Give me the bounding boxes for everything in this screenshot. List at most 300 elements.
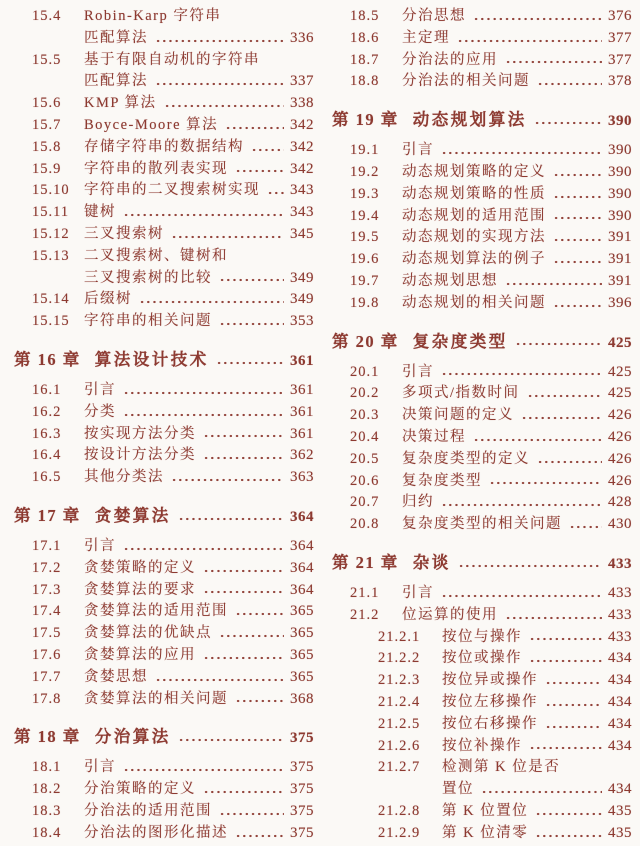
- page-number: 425: [608, 334, 632, 351]
- page-number: 361: [290, 425, 314, 442]
- toc-entry-row: [332, 362, 632, 384]
- toc-entry-row: [14, 268, 314, 290]
- entry-title: 动态规划的实现方法: [402, 229, 546, 246]
- dot-leader: [123, 757, 284, 779]
- page-number: 426: [608, 428, 632, 445]
- page-number: 364: [290, 537, 314, 554]
- entry-title: 检测第 K 位是否: [442, 759, 561, 776]
- dot-leader: [219, 311, 284, 333]
- entry-number: 20.7: [350, 494, 380, 511]
- dot-leader: [553, 293, 602, 315]
- dot-leader: [505, 605, 602, 627]
- page-number: 364: [290, 508, 314, 525]
- entry-number: 15.6: [32, 95, 62, 112]
- page-number: 338: [290, 95, 314, 112]
- entry-number: 21.2.9: [378, 824, 421, 841]
- toc-chapter-row: [14, 348, 314, 373]
- dot-leader: [569, 514, 602, 536]
- entry-title: 第 K 位置位: [442, 802, 529, 819]
- page-number: 364: [290, 559, 314, 576]
- toc-entry-row: [332, 605, 632, 627]
- dot-leader: [545, 692, 602, 714]
- entry-title: 基于有限自动机的字符串: [84, 51, 260, 68]
- page-number: 342: [290, 116, 314, 133]
- dot-leader: [441, 140, 602, 162]
- entry-number: 19.3: [350, 185, 380, 202]
- entry-title: 复杂度类型的相关问题: [402, 516, 562, 533]
- toc-entry-row: [14, 823, 314, 845]
- entry-title: 后缀树: [84, 291, 132, 308]
- entry-title: 分治法的应用: [402, 51, 498, 68]
- entry-number: 15.7: [32, 116, 62, 133]
- page-number: 390: [608, 142, 632, 159]
- toc-entry-row: [332, 514, 632, 536]
- page-number: 391: [608, 229, 632, 246]
- entry-number: 15.14: [32, 291, 70, 308]
- toc-entry-row: [332, 405, 632, 427]
- toc-entry-row: [332, 206, 632, 228]
- entry-number: 19.5: [350, 229, 380, 246]
- entry-title: 匹配算法: [84, 29, 148, 46]
- dot-leader: [164, 93, 284, 115]
- toc-entry-row: [332, 383, 632, 405]
- page-number: 435: [608, 824, 632, 841]
- toc-chapter-row: [14, 725, 314, 750]
- dot-leader: [123, 402, 284, 424]
- entry-title: 按位与操作: [442, 628, 522, 645]
- page-number: 425: [608, 363, 632, 380]
- dot-leader: [529, 648, 602, 670]
- page-number: 337: [290, 73, 314, 90]
- toc-entry-row: [14, 801, 314, 823]
- dot-leader: [267, 180, 284, 202]
- entry-title: 三叉搜索树: [84, 225, 164, 242]
- entry-title: 贪婪策略的定义: [84, 559, 196, 576]
- entry-number: 第 19 章: [332, 110, 399, 130]
- toc-entry-row: [14, 71, 314, 93]
- toc-entry-row: [332, 736, 632, 758]
- dot-leader: [178, 504, 284, 529]
- toc-entry-row: [14, 311, 314, 333]
- entry-number: 18.7: [350, 51, 380, 68]
- entry-title: 动态规划算法: [412, 110, 527, 130]
- entry-number: 17.7: [32, 668, 62, 685]
- page-number: 336: [290, 29, 314, 46]
- toc-entry-row: [332, 583, 632, 605]
- dot-leader: [171, 224, 284, 246]
- toc-entry-row: [14, 159, 314, 181]
- dot-leader: [537, 449, 602, 471]
- dot-leader: [123, 202, 284, 224]
- page-number: 390: [608, 207, 632, 224]
- entry-number: 16.4: [32, 447, 62, 464]
- toc-entry-row: [332, 670, 632, 692]
- page-number: 343: [290, 204, 314, 221]
- entry-number: 20.6: [350, 472, 380, 489]
- entry-title: 贪婪算法的要求: [84, 581, 196, 598]
- entry-number: 15.15: [32, 313, 70, 330]
- page-number: 365: [290, 625, 314, 642]
- entry-title: 第 K 位清零: [442, 824, 529, 841]
- toc-column-right: [332, 6, 632, 845]
- dot-leader: [139, 289, 284, 311]
- toc-entry-row: [332, 779, 632, 801]
- entry-number: 19.2: [350, 163, 380, 180]
- entry-number: 16.3: [32, 425, 62, 442]
- page-number: 375: [290, 730, 314, 747]
- page-number: 368: [290, 690, 314, 707]
- dot-leader: [203, 645, 284, 667]
- dot-leader: [441, 362, 602, 384]
- dot-leader: [505, 50, 602, 72]
- entry-number: 16.5: [32, 469, 62, 486]
- dot-leader: [529, 627, 602, 649]
- entry-number: 15.9: [32, 160, 62, 177]
- dot-leader: [473, 6, 602, 28]
- page-number: 433: [608, 584, 632, 601]
- toc-entry-row: [332, 492, 632, 514]
- entry-title: 动态规划思想: [402, 272, 498, 289]
- entry-number: 15.5: [32, 51, 62, 68]
- page-number: 390: [608, 185, 632, 202]
- toc-entry-row: [332, 471, 632, 493]
- entry-number: 21.2.6: [378, 737, 421, 754]
- entry-title: 引言: [402, 584, 434, 601]
- entry-title: 分类: [84, 403, 116, 420]
- dot-leader: [219, 268, 284, 290]
- page-number: 426: [608, 472, 632, 489]
- toc-entry-row: [14, 779, 314, 801]
- toc-entry-row: [332, 293, 632, 315]
- entry-number: 第 18 章: [14, 727, 81, 747]
- entry-number: 20.4: [350, 428, 380, 445]
- dot-leader: [441, 492, 602, 514]
- dot-leader: [473, 427, 602, 449]
- dot-leader: [535, 801, 602, 823]
- entry-number: 18.3: [32, 802, 62, 819]
- entry-number: 19.6: [350, 251, 380, 268]
- dot-leader: [251, 137, 284, 159]
- page-number: 343: [290, 182, 314, 199]
- page-number: 433: [608, 555, 632, 572]
- entry-number: 15.4: [32, 8, 62, 24]
- entry-number: 18.6: [350, 29, 380, 46]
- entry-number: 16.1: [32, 381, 62, 398]
- toc-entry-row: [14, 558, 314, 580]
- dot-leader: [458, 551, 602, 576]
- toc-entry-row: [332, 714, 632, 736]
- page-number: 342: [290, 160, 314, 177]
- entry-title: 动态规划算法的例子: [402, 251, 546, 268]
- toc-entry-row: [14, 180, 314, 202]
- page-number: 365: [290, 603, 314, 620]
- entry-number: 19.4: [350, 207, 380, 224]
- entry-title: 算法设计技术: [94, 349, 209, 369]
- page-number: 434: [608, 693, 632, 710]
- entry-number: 19.8: [350, 294, 380, 311]
- entry-title: 主定理: [402, 29, 450, 46]
- entry-title: 贪婪算法: [94, 505, 171, 525]
- entry-number: 第 16 章: [14, 349, 81, 369]
- toc-entry-row: [332, 28, 632, 50]
- entry-number: 第 21 章: [332, 552, 399, 572]
- page-number: 349: [290, 291, 314, 308]
- entry-title: 贪婪算法的适用范围: [84, 603, 228, 620]
- page-number: 361: [290, 352, 314, 369]
- entry-number: 21.2.2: [378, 650, 421, 667]
- dot-leader: [481, 779, 602, 801]
- entry-title: 多项式/指数时间: [402, 385, 520, 402]
- dot-leader: [545, 714, 602, 736]
- entry-number: 15.11: [32, 204, 70, 221]
- entry-title: 按位左移操作: [442, 693, 538, 710]
- entry-number: 第 17 章: [14, 505, 81, 525]
- toc-entry-row: [332, 184, 632, 206]
- entry-title: 动态规划策略的性质: [402, 185, 546, 202]
- entry-title: 引言: [84, 759, 116, 776]
- dot-leader: [235, 601, 284, 623]
- entry-title: 按实现方法分类: [84, 425, 196, 442]
- toc-entry-row: [14, 402, 314, 424]
- entry-title: 杂谈: [412, 552, 451, 572]
- toc-entry-row: [332, 427, 632, 449]
- toc-entry-row: [14, 757, 314, 779]
- entry-number: 18.2: [32, 781, 62, 798]
- page-number: 391: [608, 272, 632, 289]
- dot-leader: [216, 348, 284, 373]
- page-number: 363: [290, 469, 314, 486]
- dot-leader: [203, 445, 284, 467]
- entry-title: 三叉搜索树的比较: [84, 269, 212, 286]
- entry-title: 分治法的相关问题: [402, 73, 530, 90]
- page-number: 391: [608, 251, 632, 268]
- dot-leader: [441, 583, 602, 605]
- toc-entry-row: [332, 801, 632, 823]
- dot-leader: [171, 467, 284, 489]
- dot-leader: [553, 249, 602, 271]
- entry-title: 贪婪思想: [84, 668, 148, 685]
- entry-number: 第 20 章: [332, 331, 399, 351]
- page-number: 426: [608, 407, 632, 424]
- toc-entry-row: [332, 227, 632, 249]
- entry-number: 17.1: [32, 537, 62, 554]
- entry-number: 21.2.8: [378, 802, 421, 819]
- toc-entry-row: [14, 467, 314, 489]
- page-number: 378: [608, 73, 632, 90]
- page-number: 349: [290, 269, 314, 286]
- entry-title: 按位或操作: [442, 650, 522, 667]
- dot-leader: [203, 558, 284, 580]
- page-number: 377: [608, 29, 632, 46]
- page-number: 390: [608, 113, 632, 130]
- dot-leader: [535, 823, 602, 845]
- page-number: 433: [608, 606, 632, 623]
- entry-number: 15.12: [32, 225, 70, 242]
- entry-title: 字符串的散列表实现: [84, 160, 228, 177]
- dot-leader: [553, 206, 602, 228]
- toc-entry-row: [332, 71, 632, 93]
- entry-title: 按位右移操作: [442, 715, 538, 732]
- toc-entry-row: [14, 601, 314, 623]
- dot-leader: [235, 689, 284, 711]
- page-number: 375: [290, 802, 314, 819]
- toc-entry-row: [332, 6, 632, 28]
- entry-title: 归约: [402, 494, 434, 511]
- entry-title: 复杂度类型: [402, 472, 482, 489]
- entry-number: 19.1: [350, 142, 380, 159]
- toc-entry-row: [14, 28, 314, 50]
- dot-leader: [529, 736, 602, 758]
- entry-title: Boyce-Moore 算法: [84, 116, 219, 133]
- toc-entry-row: [14, 380, 314, 402]
- toc-entry-row: [14, 536, 314, 558]
- page-number: 342: [290, 138, 314, 155]
- dot-leader: [203, 580, 284, 602]
- entry-title: 动态规划的适用范围: [402, 207, 546, 224]
- entry-number: 21.1: [350, 584, 380, 601]
- page-number: 425: [608, 385, 632, 402]
- page-number: 375: [290, 781, 314, 798]
- page-number: 365: [290, 668, 314, 685]
- entry-number: 15.8: [32, 138, 62, 155]
- page-number: 434: [608, 715, 632, 732]
- page-number: 426: [608, 450, 632, 467]
- entry-title: 引言: [84, 381, 116, 398]
- page-number: 435: [608, 802, 632, 819]
- entry-number: 16.2: [32, 403, 62, 420]
- page-number: 433: [608, 628, 632, 645]
- dot-leader: [219, 623, 284, 645]
- page-number: 396: [608, 294, 632, 311]
- entry-title: 键树: [84, 204, 116, 221]
- toc-entry-row: [332, 757, 632, 779]
- entry-title: 动态规划策略的定义: [402, 163, 546, 180]
- entry-title: 复杂度类型的定义: [402, 450, 530, 467]
- page-number: 377: [608, 51, 632, 68]
- entry-number: 17.3: [32, 581, 62, 598]
- entry-number: 17.8: [32, 690, 62, 707]
- entry-number: 20.5: [350, 450, 380, 467]
- page-number: 434: [608, 781, 632, 798]
- entry-title: 动态规划的相关问题: [402, 294, 546, 311]
- dot-leader: [219, 801, 284, 823]
- toc-entry-row: [332, 627, 632, 649]
- dot-leader: [225, 115, 284, 137]
- entry-number: 15.13: [32, 247, 70, 264]
- entry-number: 18.4: [32, 824, 62, 841]
- dot-leader: [521, 405, 602, 427]
- toc-entry-row: [14, 689, 314, 711]
- toc-entry-row: [14, 645, 314, 667]
- dot-leader: [553, 227, 602, 249]
- page-number: 376: [608, 8, 632, 24]
- entry-title: 字符串的二叉搜索树实现: [84, 182, 260, 199]
- toc-entry-row: [14, 289, 314, 311]
- entry-title: 分治算法: [94, 727, 171, 747]
- toc-chapter-row: [332, 108, 632, 133]
- entry-title: 贪婪算法的相关问题: [84, 690, 228, 707]
- page-number: 353: [290, 313, 314, 330]
- dot-leader: [155, 28, 284, 50]
- page-number: 362: [290, 447, 314, 464]
- toc-entry-row: [14, 424, 314, 446]
- entry-title: 匹配算法: [84, 73, 148, 90]
- toc-entry-row: [332, 249, 632, 271]
- toc-entry-row: [14, 667, 314, 689]
- entry-title: 贪婪算法的应用: [84, 646, 196, 663]
- page-number: 364: [290, 581, 314, 598]
- toc-entry-row: [332, 162, 632, 184]
- entry-title: 按位补操作: [442, 737, 522, 754]
- entry-title: 置位: [442, 781, 474, 798]
- entry-number: 21.2.1: [378, 628, 421, 645]
- dot-leader: [155, 71, 284, 93]
- page-number: 375: [290, 824, 314, 841]
- entry-number: 20.2: [350, 385, 380, 402]
- dot-leader: [457, 28, 602, 50]
- entry-title: 其他分类法: [84, 469, 164, 486]
- entry-title: 贪婪算法的优缺点: [84, 625, 212, 642]
- dot-leader: [203, 424, 284, 446]
- entry-number: 17.2: [32, 559, 62, 576]
- entry-title: 二叉搜索树、键树和: [84, 247, 228, 264]
- page-number: 375: [290, 759, 314, 776]
- dot-leader: [489, 471, 602, 493]
- toc-entry-row: [14, 202, 314, 224]
- entry-number: 18.8: [350, 73, 380, 90]
- entry-number: 17.4: [32, 603, 62, 620]
- toc-entry-row: [14, 246, 314, 268]
- page-number: 365: [290, 646, 314, 663]
- entry-title: 位运算的使用: [402, 606, 498, 623]
- entry-title: 引言: [402, 142, 434, 159]
- page-number: 361: [290, 403, 314, 420]
- dot-leader: [537, 71, 602, 93]
- dot-leader: [235, 159, 284, 181]
- page-number: 434: [608, 672, 632, 689]
- page-number: 390: [608, 163, 632, 180]
- page-number: 428: [608, 494, 632, 511]
- entry-number: 21.2.3: [378, 672, 421, 689]
- entry-number: 20.3: [350, 407, 380, 424]
- entry-number: 18.5: [350, 8, 380, 24]
- dot-leader: [155, 667, 284, 689]
- toc-entry-row: [14, 115, 314, 137]
- toc-entry-row: [332, 271, 632, 293]
- entry-title: 决策问题的定义: [402, 407, 514, 424]
- page-number: 345: [290, 225, 314, 242]
- entry-number: 18.1: [32, 759, 62, 776]
- entry-title: 分治法的适用范围: [84, 802, 212, 819]
- dot-leader: [527, 383, 602, 405]
- entry-title: 分治思想: [402, 8, 466, 24]
- toc-entry-row: [14, 137, 314, 159]
- dot-leader: [505, 271, 602, 293]
- entry-title: 分治策略的定义: [84, 781, 196, 798]
- toc-entry-row: [332, 50, 632, 72]
- entry-title: 按设计方法分类: [84, 447, 196, 464]
- toc-chapter-row: [14, 504, 314, 529]
- toc-chapter-row: [332, 551, 632, 576]
- toc-chapter-row: [332, 330, 632, 355]
- entry-title: 复杂度类型: [412, 331, 508, 351]
- toc-entry-row: [332, 692, 632, 714]
- entry-title: 引言: [402, 363, 434, 380]
- entry-title: 分治法的图形化描述: [84, 824, 228, 841]
- entry-number: 15.10: [32, 182, 70, 199]
- toc-entry-row: [332, 449, 632, 471]
- toc-column-left: [14, 6, 314, 845]
